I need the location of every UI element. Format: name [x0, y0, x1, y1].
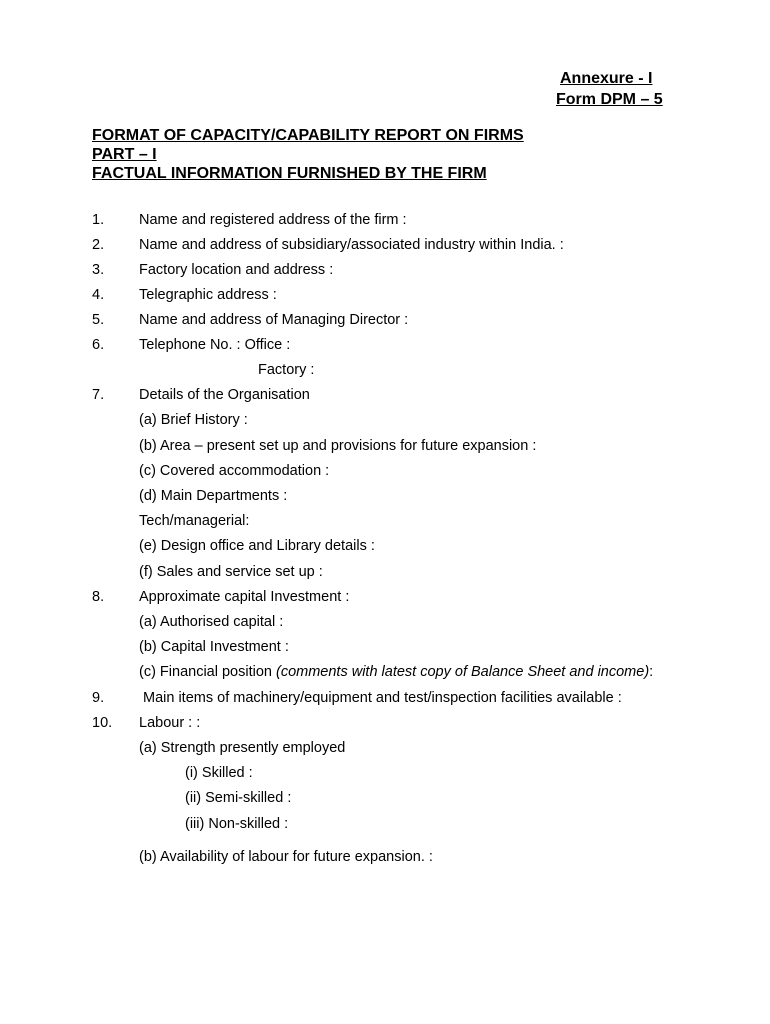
sub-item-text: (a) Authorised capital : — [139, 614, 284, 630]
sub-item-text: (a) Brief History : — [139, 412, 248, 428]
item-text: Telegraphic address : — [139, 287, 277, 303]
sub-item-text: Tech/managerial: — [139, 513, 250, 529]
sub-item-text: (c) Covered accommodation : — [139, 463, 330, 479]
item-number: 8. — [92, 589, 105, 605]
title-line-2: PART – I — [92, 146, 157, 163]
annexure-label: Annexure - I — [560, 70, 653, 87]
item-text: Main items of machinery/equipment and test/inspection facilities available : — [143, 690, 622, 706]
item-number: 5. — [92, 312, 105, 328]
item-text: Name and address of Managing Director : — [139, 312, 409, 328]
item-number: 6. — [92, 337, 105, 353]
item-number: 2. — [92, 237, 105, 253]
factory-phone-label: Factory : — [258, 362, 315, 378]
title-line-1: FORMAT OF CAPACITY/CAPABILITY REPORT ON FIRMS — [92, 127, 524, 144]
sub-sub-item-text: (ii) Semi-skilled : — [185, 790, 292, 806]
financial-position-colon: : — [649, 664, 654, 680]
sub-item-text: (b) Area – present set up and provisions for future expansion : — [139, 438, 537, 454]
title-block — [92, 126, 524, 183]
sub-sub-item-text: (iii) Non-skilled : — [185, 816, 289, 832]
financial-position-note: (comments with latest copy of Balance Sheet and income) — [276, 664, 650, 680]
item-number: 3. — [92, 262, 105, 278]
sub-item-text: (d) Main Departments : — [139, 488, 288, 504]
title-line-3: FACTUAL INFORMATION FURNISHED BY THE FIRM — [92, 165, 487, 182]
financial-position-label: (c) Financial position — [139, 664, 276, 680]
item-number: 7. — [92, 387, 105, 403]
item-text: Approximate capital Investment : — [139, 589, 350, 605]
item-number: 1. — [92, 212, 105, 228]
form-label: Form DPM – 5 — [556, 91, 663, 108]
sub-item-text: (a) Strength presently employed — [139, 740, 346, 756]
sub-item-text: (b) Availability of labour for future expansion. : — [139, 849, 433, 865]
item-text: Name and registered address of the firm : — [139, 212, 407, 228]
sub-sub-item-text: (i) Skilled : — [185, 765, 253, 781]
sub-item-text: (b) Capital Investment : — [139, 639, 289, 655]
sub-item-text — [139, 663, 653, 681]
item-number: 9. — [92, 690, 105, 706]
item-text: Factory location and address : — [139, 262, 334, 278]
item-text: Name and address of subsidiary/associated industry within India. : — [139, 237, 564, 253]
annexure-header — [556, 68, 663, 110]
sub-item-text: (f) Sales and service set up : — [139, 564, 323, 580]
item-text: Details of the Organisation — [139, 387, 310, 403]
item-number: 10. — [92, 715, 113, 731]
item-number: 4. — [92, 287, 105, 303]
item-text: Telephone No. : Office : — [139, 337, 291, 353]
sub-item-text: (e) Design office and Library details : — [139, 538, 375, 554]
item-text: Labour : : — [139, 715, 201, 731]
